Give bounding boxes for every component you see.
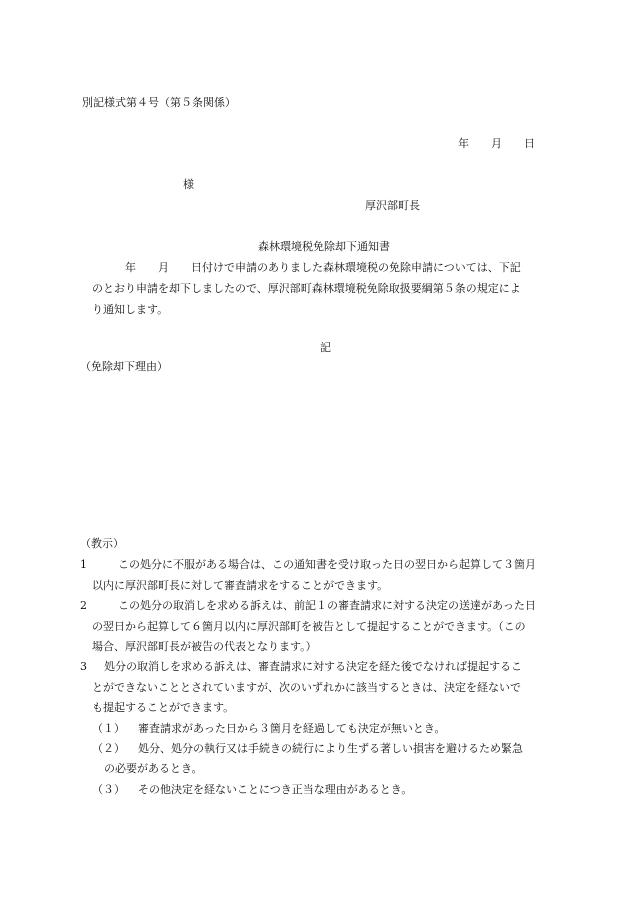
item-number: 2 — [80, 599, 87, 612]
body-line-2: のとおり申請を却下しましたので、厚沢部町森林環境税免除取扱要綱第５条の規定によ — [92, 282, 521, 295]
sub-item-line: 処分、処分の執行又は手続きの続行により生ずる著しい損害を避けるため緊急 — [138, 742, 523, 755]
sub-item-line: その他決定を経ないことにつき正当な理由があるとき。 — [138, 783, 413, 796]
ki-heading: 記 — [320, 341, 331, 354]
item-line: も提起することができます。 — [92, 701, 235, 714]
item-line: 場合、厚沢部町長が被告の代表となります。） — [92, 640, 317, 653]
sub-item-number: （２） — [92, 742, 125, 755]
item-line: とができないこととされていますが、次のいずれかに該当するときは、決定を経ないで — [92, 681, 521, 694]
sub-item-number: （３） — [92, 783, 125, 796]
item-line: の翌日から起算して６箇月以内に厚沢部町を被告として提起することができます。（この — [92, 620, 526, 633]
item-line: 処分の取消しを求める訴えは、審査請求に対する決定を経た後でなければ提起するこ — [104, 660, 522, 673]
sub-item-number: （１） — [92, 722, 125, 735]
item-number: 1 — [80, 558, 87, 571]
item-number: 3 — [80, 660, 87, 673]
item-line: この処分に不服がある場合は、この通知書を受け取った日の翌日から起算して３箇月 — [118, 558, 536, 571]
sub-item-line: 審査請求があった日から３箇月を経過しても決定が無いとき。 — [138, 722, 446, 735]
body-line-3: り通知します。 — [92, 303, 169, 316]
instruction-label: （教示） — [80, 537, 124, 550]
addressee-suffix: 様 — [183, 178, 194, 191]
reason-label: （免除却下理由） — [80, 360, 168, 373]
item-line: 以内に厚沢部町長に対して審査請求をすることができます。 — [92, 579, 389, 592]
item-line: この処分の取消しを求める訴えは、前記１の審査請求に対する決定の送達があった日 — [118, 599, 536, 612]
document-title: 森林環境税免除却下通知書 — [258, 240, 390, 253]
sender-name: 厚沢部町長 — [365, 199, 420, 212]
body-line-1: 年 月 日付けで申請のありました森林環境税の免除申請については、下記 — [125, 261, 521, 274]
form-number: 別記様式第４号（第５条関係） — [82, 96, 236, 109]
sub-item-line: の必要があるとき。 — [104, 762, 203, 775]
date-line: 年 月 日 — [458, 137, 535, 150]
